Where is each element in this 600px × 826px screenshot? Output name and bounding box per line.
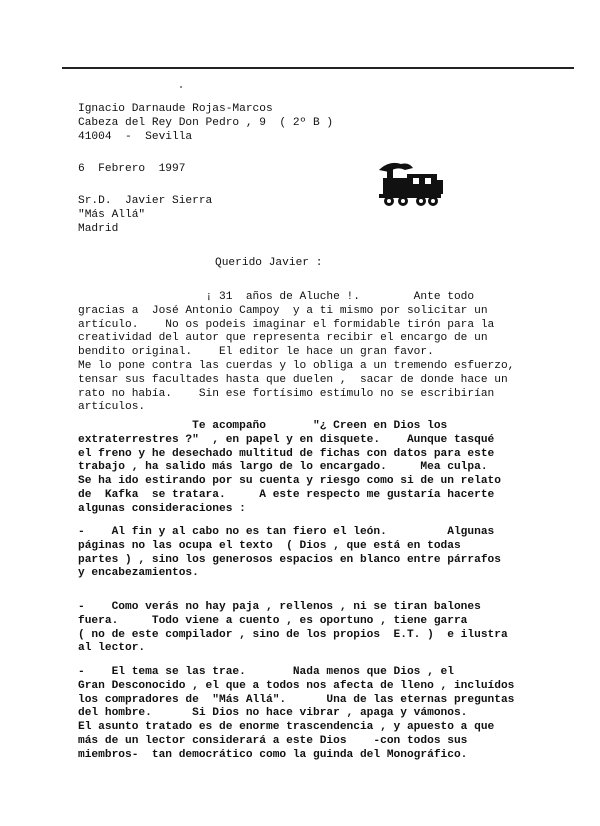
speck bbox=[180, 86, 182, 88]
text-line: Gran Desconocido , el que a todos nos afecta de lleno , incluídos bbox=[78, 679, 515, 692]
recipient-name: Sr.D. Javier Sierra bbox=[78, 195, 213, 207]
text-line: creatividad del autor que representa recibir el encargo de un bbox=[78, 332, 488, 345]
recipient-city: Madrid bbox=[78, 223, 119, 235]
text-line: más de un lector considerará a este Dios -con todos sus bbox=[78, 734, 468, 747]
salutation: Querido Javier : bbox=[215, 257, 323, 269]
text-line: Me lo pone contra las cuerdas y lo obliga a un tremendo esfuerzo, bbox=[78, 359, 515, 372]
text-line: tensar sus facultades hasta que duelen , sacar de donde hace un bbox=[78, 373, 508, 386]
text-line: páginas no las ocupa el texto ( Dios , que está en todas bbox=[78, 539, 461, 552]
paragraph-1 bbox=[78, 291, 568, 415]
text-line: trabajo , ha salido más largo de lo encargado. Mea culpa. bbox=[78, 461, 488, 474]
text-line: fuera. Todo viene a cuento , es oportuno , tiene garra bbox=[78, 614, 468, 627]
paragraph-4 bbox=[78, 601, 568, 656]
text-line: artículos. bbox=[78, 401, 146, 414]
text-line: rato no había. Sin ese fortísimo estímulo no se escribirían bbox=[78, 387, 495, 400]
paragraph-3 bbox=[78, 526, 568, 581]
text-line: El asunto tratado es de enorme trascendencia , y apuesto a que bbox=[78, 721, 495, 734]
header-rule bbox=[62, 67, 574, 69]
text-line: - Como verás no hay paja , rellenos , ni se tiran balones bbox=[78, 601, 481, 613]
paragraph-5 bbox=[78, 666, 568, 763]
text-line: ( no de este compilador , sino de los propios E.T. ) e ilustra bbox=[78, 628, 508, 641]
letter-date: 6 Febrero 1997 bbox=[78, 163, 186, 175]
text-line: ¡ 31 años de Aluche !. Ante todo bbox=[78, 291, 475, 303]
recipient-org: "Más Allá" bbox=[78, 209, 146, 221]
text-line: gracias a José Antonio Campoy y a ti mismo por solicitar un bbox=[78, 304, 488, 317]
text-line: partes ) , sino los generosos espacios en blanco entre párrafos bbox=[78, 553, 501, 566]
text-line: Te acompaño "¿ Creen en Dios los bbox=[78, 420, 448, 432]
sender-street: Cabeza del Rey Don Pedro , 9 ( 2º B ) bbox=[78, 117, 334, 129]
sender-city: 41004 - Sevilla bbox=[78, 131, 193, 143]
text-line: artículo. No os podeis imaginar el formidable tirón para la bbox=[78, 318, 495, 331]
sender-name: Ignacio Darnaude Rojas-Marcos bbox=[78, 103, 273, 115]
text-line: y encabezamientos. bbox=[78, 567, 199, 580]
text-line: - El tema se las trae. Nada menos que Dios , el bbox=[78, 666, 454, 678]
text-line: extraterrestres ?" , en papel y en disquete. Aunque tasqué bbox=[78, 433, 495, 446]
text-line: de Kafka se tratara. A este respecto me gustaría hacerte bbox=[78, 488, 495, 501]
text-line: al lector. bbox=[78, 642, 146, 655]
text-line: el freno y he desechado multitud de fichas con datos para este bbox=[78, 447, 495, 460]
text-line: bendito original. El editor le hace un gran favor. bbox=[78, 346, 434, 359]
train-illustration bbox=[375, 160, 445, 208]
text-line: Se ha ido estirando por su cuenta y riesgo como si de un relato bbox=[78, 475, 501, 488]
text-line: del hombre. Si Dios no hace vibrar , apaga y vámonos. bbox=[78, 707, 468, 720]
text-line: miembros- tan democrático como la guinda del Monográfico. bbox=[78, 748, 468, 761]
text-line: algunas consideraciones : bbox=[78, 502, 246, 515]
paragraph-2 bbox=[78, 420, 568, 517]
text-line: los compradores de "Más Allá". Una de las eternas preguntas bbox=[78, 693, 515, 706]
text-line: - Al fin y al cabo no es tan fiero el león. Algunas bbox=[78, 526, 495, 538]
